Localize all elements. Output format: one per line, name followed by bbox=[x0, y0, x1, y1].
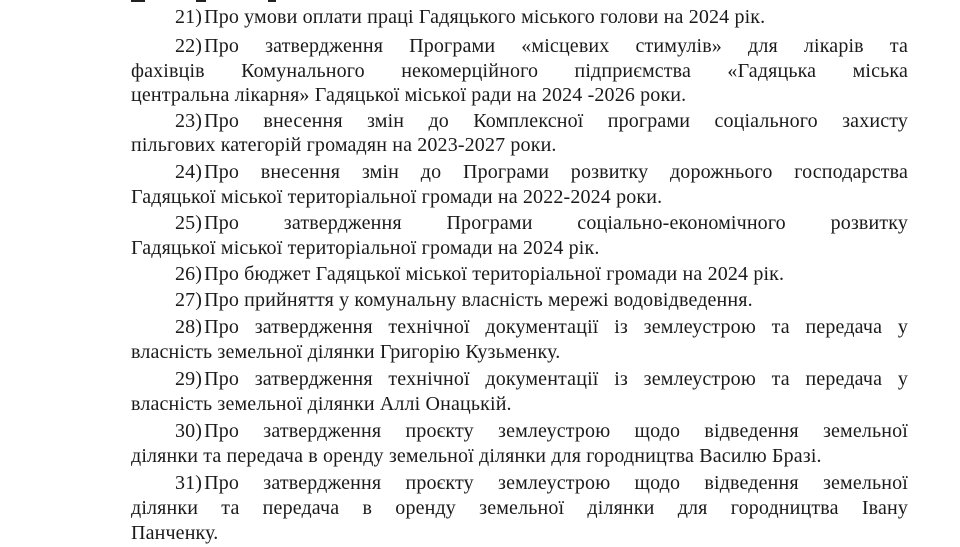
agenda-item-22-line-3: центральна лікарня» Гадяцької міської ради на 2024 -2026 роки. bbox=[131, 84, 687, 106]
agenda-item-23-line-2: пільгових категорій громадян на 2023-2027 роки. bbox=[131, 134, 557, 156]
agenda-item-24-line-2: Гадяцької міської територіальної громади на 2022-2024 роки. bbox=[131, 186, 663, 208]
agenda-item-23 bbox=[175, 109, 908, 133]
item-number: 21) bbox=[175, 6, 203, 28]
agenda-item-28 bbox=[175, 315, 908, 339]
agenda-item-24 bbox=[175, 160, 908, 184]
agenda-item-27 bbox=[175, 288, 753, 312]
previous-line-remnant bbox=[268, 0, 276, 2]
agenda-item-29-line-2: власність земельної ділянки Аллі Онацькій. bbox=[131, 393, 512, 415]
item-text-line: Про затвердження Програми соціально-економічного розвитку bbox=[204, 212, 908, 234]
agenda-item-30 bbox=[175, 419, 908, 443]
agenda-item-31-line-2: ділянки та передача в оренду земельної ділянки для городництва Івану bbox=[131, 497, 908, 519]
agenda-item-26 bbox=[175, 262, 784, 286]
item-number: 31) bbox=[175, 472, 203, 494]
item-number: 29) bbox=[175, 368, 203, 390]
agenda-item-31 bbox=[175, 471, 908, 495]
agenda-item-29 bbox=[175, 367, 908, 391]
item-text-line: Про затвердження технічної документації із землеустрою та передача у bbox=[204, 368, 908, 390]
agenda-item-25 bbox=[175, 211, 908, 235]
item-text-line: Про затвердження проєкту землеустрою щодо відведення земельної bbox=[204, 420, 908, 442]
item-text-line: Про внесення змін до Програми розвитку дорожнього господарства bbox=[204, 161, 908, 183]
item-text-line: Про затвердження Програми «місцевих стимулів» для лікарів та bbox=[204, 35, 908, 57]
item-text-line: Про затвердження проєкту землеустрою щодо відведення земельної bbox=[204, 472, 908, 494]
agenda-item-22-line-2: фахівців Комунального некомерційного підприємства «Гадяцька міська bbox=[131, 60, 908, 82]
agenda-item-28-line-2: власність земельної ділянки Григорію Кузьменку. bbox=[131, 341, 561, 363]
item-number: 22) bbox=[175, 35, 203, 57]
item-text-line: Про умови оплати праці Гадяцького міського голови на 2024 рік. bbox=[204, 6, 766, 28]
agenda-item-21 bbox=[175, 5, 765, 29]
item-number: 28) bbox=[175, 316, 203, 338]
agenda-item-30-line-2: ділянки та передача в оренду земельної ділянки для городництва Василю Бразі. bbox=[131, 445, 822, 467]
item-text-line: Про затвердження технічної документації із землеустрою та передача у bbox=[204, 316, 908, 338]
agenda-item-25-line-2: Гадяцької міської територіальної громади на 2024 рік. bbox=[131, 237, 600, 259]
item-number: 24) bbox=[175, 161, 203, 183]
item-number: 25) bbox=[175, 212, 203, 234]
agenda-item-31-line-3: Панченку. bbox=[131, 522, 219, 544]
previous-line-remnant bbox=[196, 0, 206, 2]
previous-line-remnant bbox=[131, 0, 145, 2]
item-text-line: Про прийняття у комунальну власність мережі водовідведення. bbox=[204, 289, 753, 311]
item-number: 30) bbox=[175, 420, 203, 442]
item-number: 26) bbox=[175, 263, 203, 285]
item-text-line: Про бюджет Гадяцької міської територіальної громади на 2024 рік. bbox=[204, 263, 785, 285]
item-text-line: Про внесення змін до Комплексної програми соціального захисту bbox=[204, 110, 908, 132]
agenda-item-22 bbox=[175, 34, 908, 58]
item-number: 27) bbox=[175, 289, 203, 311]
item-number: 23) bbox=[175, 110, 203, 132]
